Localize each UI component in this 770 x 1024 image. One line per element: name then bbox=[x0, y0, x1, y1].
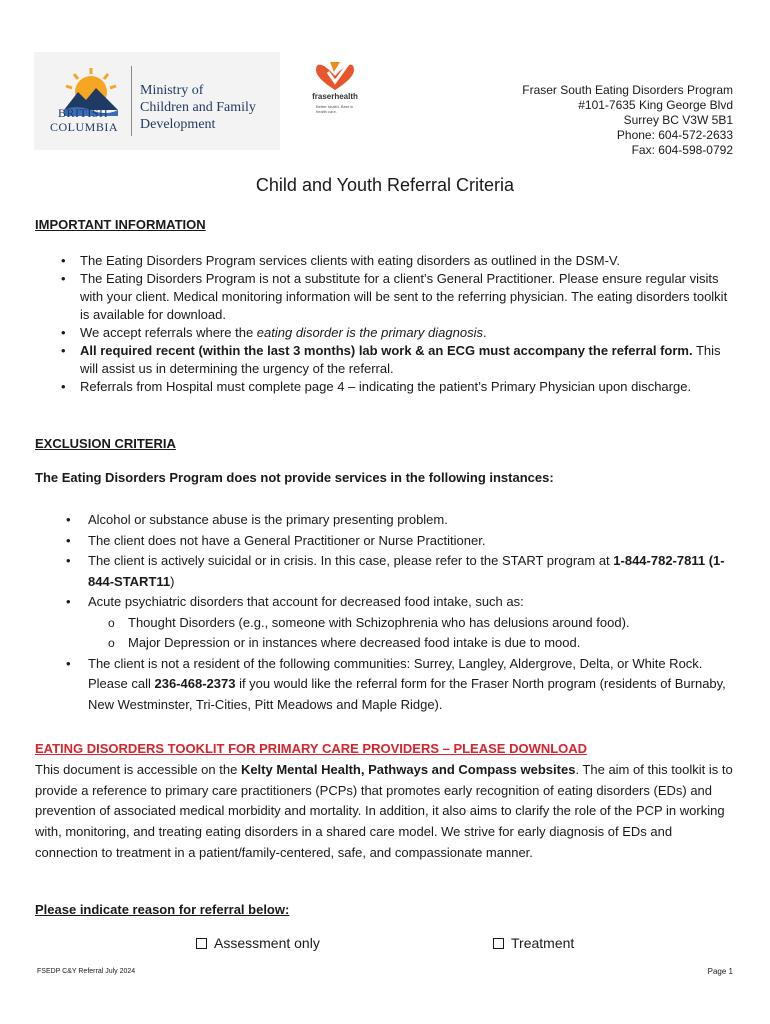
page-title: Child and Youth Referral Criteria bbox=[255, 175, 515, 195]
list-item bbox=[61, 342, 731, 378]
list-item bbox=[62, 654, 734, 716]
treatment-label: Treatment bbox=[511, 935, 575, 951]
list-item-text: The client is actively suicidal or in crisis. In this case, please refer to the START program at bbox=[88, 553, 614, 568]
list-item bbox=[61, 324, 731, 342]
toolkit-text: This document is accessible on the bbox=[35, 762, 241, 777]
list-item-text: . bbox=[482, 325, 487, 340]
ministry-name bbox=[140, 82, 256, 133]
fraserhealth-tagline: Better health. Best in health care. bbox=[316, 104, 354, 114]
list-item-text: ) bbox=[170, 573, 175, 589]
bc-ministry-logo bbox=[34, 52, 280, 150]
fraserhealth-name: fraserhealth bbox=[312, 92, 358, 101]
fax-number: Fax: 604-598-0792 bbox=[631, 143, 733, 157]
start-phone: 1-844-782-7811 (1-844-START11 bbox=[88, 553, 725, 589]
list-item: • The client does not have a General Practitioner or Nurse Practitioner. bbox=[62, 531, 734, 552]
exclusion-list bbox=[62, 510, 734, 715]
toolkit-websites: Kelty Mental Health, Pathways and Compass websites bbox=[240, 762, 576, 777]
list-item: • Referrals from Hospital must complete page 4 – indicating the patient’s Primary Physician upon discharge. bbox=[61, 378, 731, 396]
exclusion-lead: The Eating Disorders Program does not provide services in the following instances: bbox=[35, 470, 554, 485]
sub-list bbox=[88, 613, 734, 654]
toolkit-heading: EATING DISORDERS TOOKLIT FOR PRIMARY CARE PROVIDERS – PLEASE DOWNLOAD bbox=[35, 741, 588, 756]
treatment-checkbox[interactable] bbox=[493, 938, 504, 949]
sub-list-item: o Major Depression or in instances where decreased food intake is due to mood. bbox=[108, 633, 734, 654]
list-item-text: This will assist us in determining the urgency of the referral. bbox=[80, 343, 721, 376]
list-item-text: Acute psychiatric disorders that account for decreased food intake, such as: bbox=[88, 594, 524, 609]
logo-divider bbox=[131, 66, 132, 136]
bc-wordmark-line2: COLUMBIA bbox=[50, 120, 119, 134]
list-item-text: if you would like the referral form for the Fraser North program (residents of Burnaby, New Westminster, Tri-Cities, Pitt Meadows and Maple Ridge). bbox=[88, 676, 726, 712]
list-item: • The Eating Disorders Program services clients with eating disorders as outlined in the DSM-V. bbox=[61, 252, 731, 270]
list-item bbox=[62, 551, 734, 592]
fraserhealth-heart-icon bbox=[306, 60, 364, 92]
bc-wordmark-line1: BRITISH bbox=[58, 106, 109, 120]
assessment-option[interactable] bbox=[196, 935, 320, 951]
referral-reason-heading: Please indicate reason for referral below: bbox=[35, 902, 290, 917]
program-address bbox=[522, 83, 733, 158]
list-item-emphasis: eating disorder is the primary diagnosis bbox=[256, 325, 483, 340]
phone-number: Phone: 604-572-2633 bbox=[616, 128, 733, 142]
ministry-line1: Ministry of bbox=[140, 83, 204, 98]
page-number: Page 1 bbox=[707, 967, 733, 976]
assessment-label: Assessment only bbox=[214, 935, 320, 951]
list-item bbox=[62, 592, 734, 654]
ministry-line3: Development bbox=[140, 117, 216, 132]
list-item-bold: All required recent (within the last 3 months) lab work & an ECG must accompany the referral form. bbox=[80, 343, 693, 358]
fraser-north-phone: 236-468-2373 bbox=[154, 676, 236, 691]
toolkit-paragraph bbox=[35, 760, 735, 864]
treatment-option[interactable] bbox=[493, 935, 574, 951]
toolkit-text: . The aim of this toolkit is to provide a reference to primary care practitioners (PCPs) that promotes early recognition of eating disorders (EDs) and prevention of associated medical morbidity and mortality. In addition, it also aims to clarify the role of the PCP in working with, monitoring, and treating eating disorders in a shared care model. We strive for early diagnosis of EDs and connection to treatment in a patient/family-centered, safe, and compassionate manner. bbox=[35, 762, 733, 860]
fraserhealth-logo bbox=[306, 60, 364, 120]
city-address: Surrey BC V3W 5B1 bbox=[623, 113, 733, 127]
footer-form-id: FSEDP C&Y Referral July 2024 bbox=[37, 968, 136, 975]
sub-list-item: o Thought Disorders (e.g., someone with Schizophrenia who has delusions around food). bbox=[108, 613, 734, 634]
important-list bbox=[61, 252, 731, 396]
list-item: • The Eating Disorders Program is not a substitute for a client’s General Practitioner. Please ensure regular visits with your client. Medical monitoring information will be sent to the referring physician. The eating disorders toolkit is available for download. bbox=[61, 270, 731, 324]
list-item-text: We accept referrals where the bbox=[80, 325, 257, 340]
list-item: • Alcohol or substance abuse is the primary presenting problem. bbox=[62, 510, 734, 531]
street-address: #101-7635 King George Blvd bbox=[578, 98, 733, 112]
exclusion-heading: EXCLUSION CRITERIA bbox=[35, 436, 176, 451]
list-item-text: The client is not a resident of the following communities: Surrey, Langley, Aldergrove, Delta, or White Rock. Please call bbox=[88, 655, 703, 691]
important-heading: IMPORTANT INFORMATION bbox=[35, 217, 206, 232]
ministry-line2: Children and Family bbox=[140, 100, 256, 115]
assessment-checkbox[interactable] bbox=[196, 938, 207, 949]
program-name: Fraser South Eating Disorders Program bbox=[522, 83, 733, 97]
